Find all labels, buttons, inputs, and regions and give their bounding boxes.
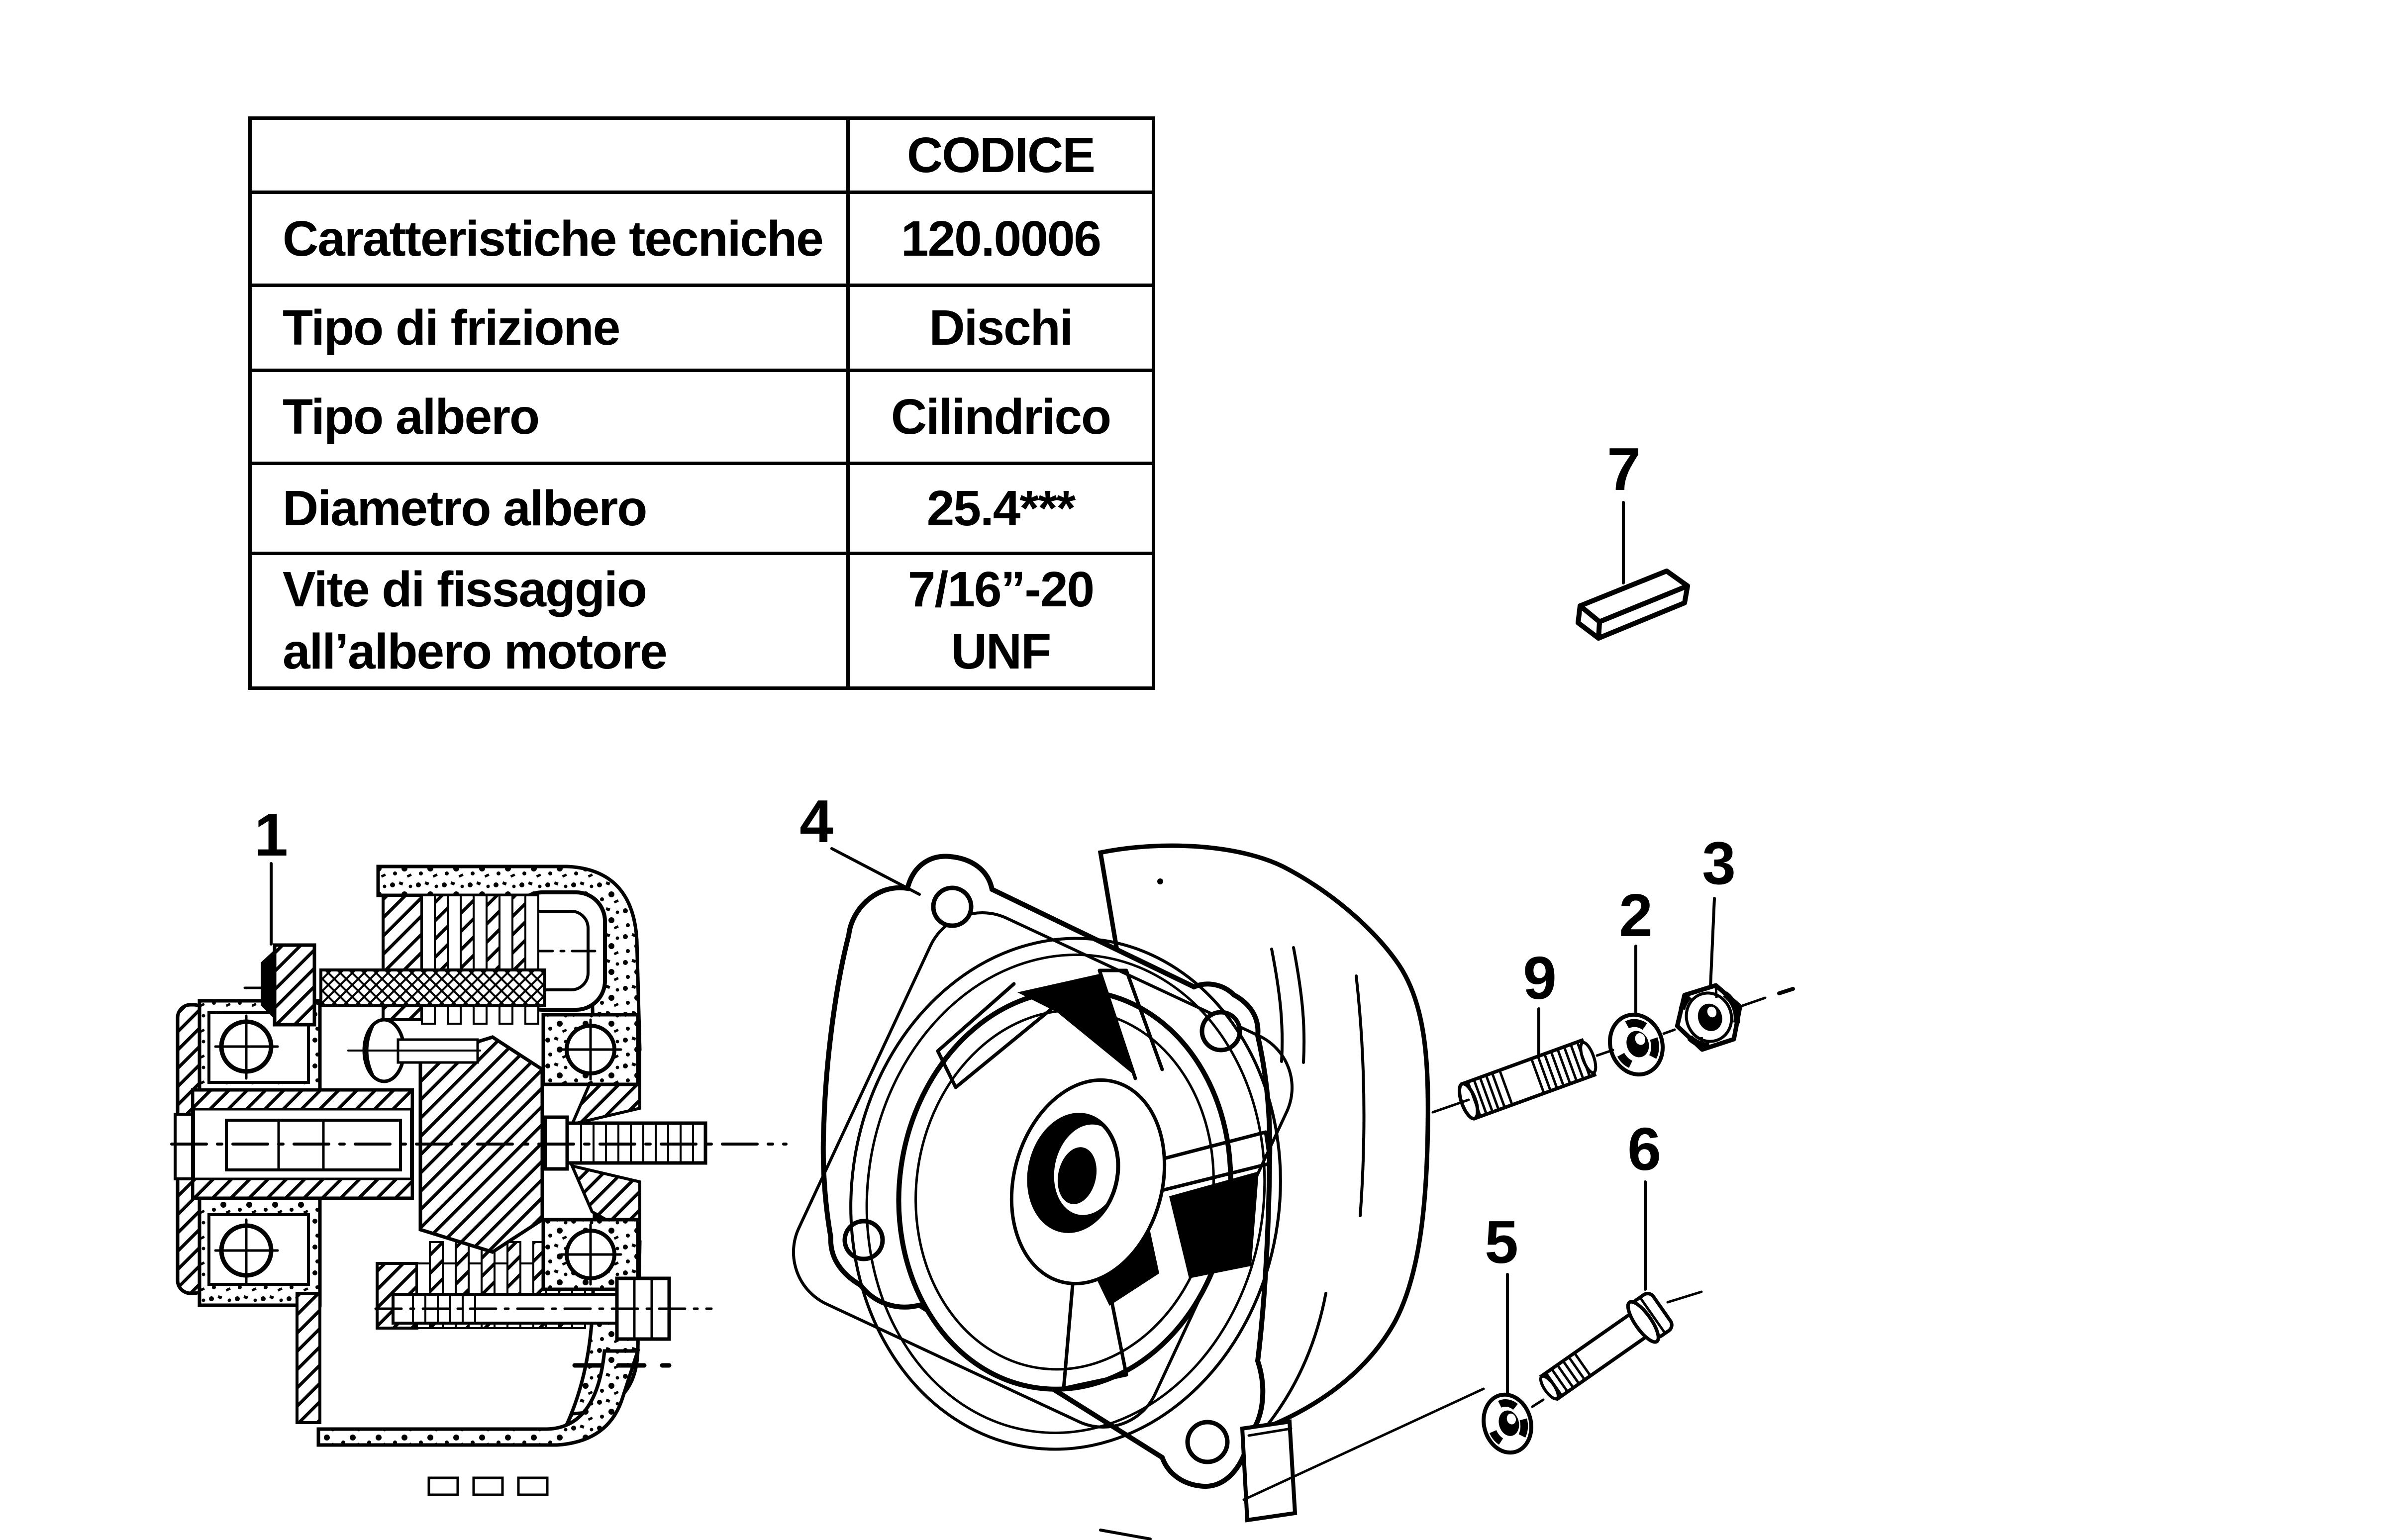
vite-value-line2: UNF — [951, 624, 1051, 679]
bolt-part-6 — [1532, 1289, 1676, 1410]
bell-housing-drawing — [775, 846, 1428, 1539]
table-row-frizione-value: Dischi — [850, 287, 1152, 372]
table-row-frizione-label: Tipo di frizione — [252, 287, 850, 372]
table-row-caratteristiche-value: 120.0006 — [850, 194, 1152, 287]
table-row-caratteristiche-label: Caratteristiche tecniche — [252, 194, 850, 287]
washer-part-5 — [1477, 1389, 1537, 1458]
stud-part-9 — [1456, 1039, 1599, 1121]
part-label-6: 6 — [1627, 1115, 1661, 1183]
clutch-assembly-drawing — [172, 866, 786, 1495]
part-label-7: 7 — [1607, 435, 1641, 503]
leader-line-4 — [832, 849, 919, 894]
part-label-1: 1 — [254, 801, 288, 868]
vite-label-line2: all’albero motore — [283, 624, 667, 679]
leader-line-3 — [1710, 898, 1714, 987]
table-row-tipo-albero-label: Tipo albero — [252, 372, 850, 465]
table-row-tipo-albero-value: Cilindrico — [850, 372, 1152, 465]
part-label-5: 5 — [1485, 1208, 1518, 1276]
washer-part-2 — [1602, 1007, 1671, 1081]
table-header-codice: CODICE — [850, 120, 1152, 194]
part-label-9: 9 — [1523, 944, 1557, 1012]
part-label-3: 3 — [1702, 829, 1736, 897]
part-label-2: 2 — [1619, 881, 1653, 949]
nut-part-3 — [1669, 979, 1750, 1056]
table-row-diametro-value: 25.4*** — [850, 465, 1152, 555]
key-part-7 — [1578, 571, 1688, 638]
part-label-4: 4 — [799, 787, 833, 855]
vite-label-line1: Vite di fissaggio — [283, 562, 646, 617]
table-row-diametro-label: Diametro albero — [252, 465, 850, 555]
vite-value-line1: 7/16”-20 — [907, 562, 1094, 617]
